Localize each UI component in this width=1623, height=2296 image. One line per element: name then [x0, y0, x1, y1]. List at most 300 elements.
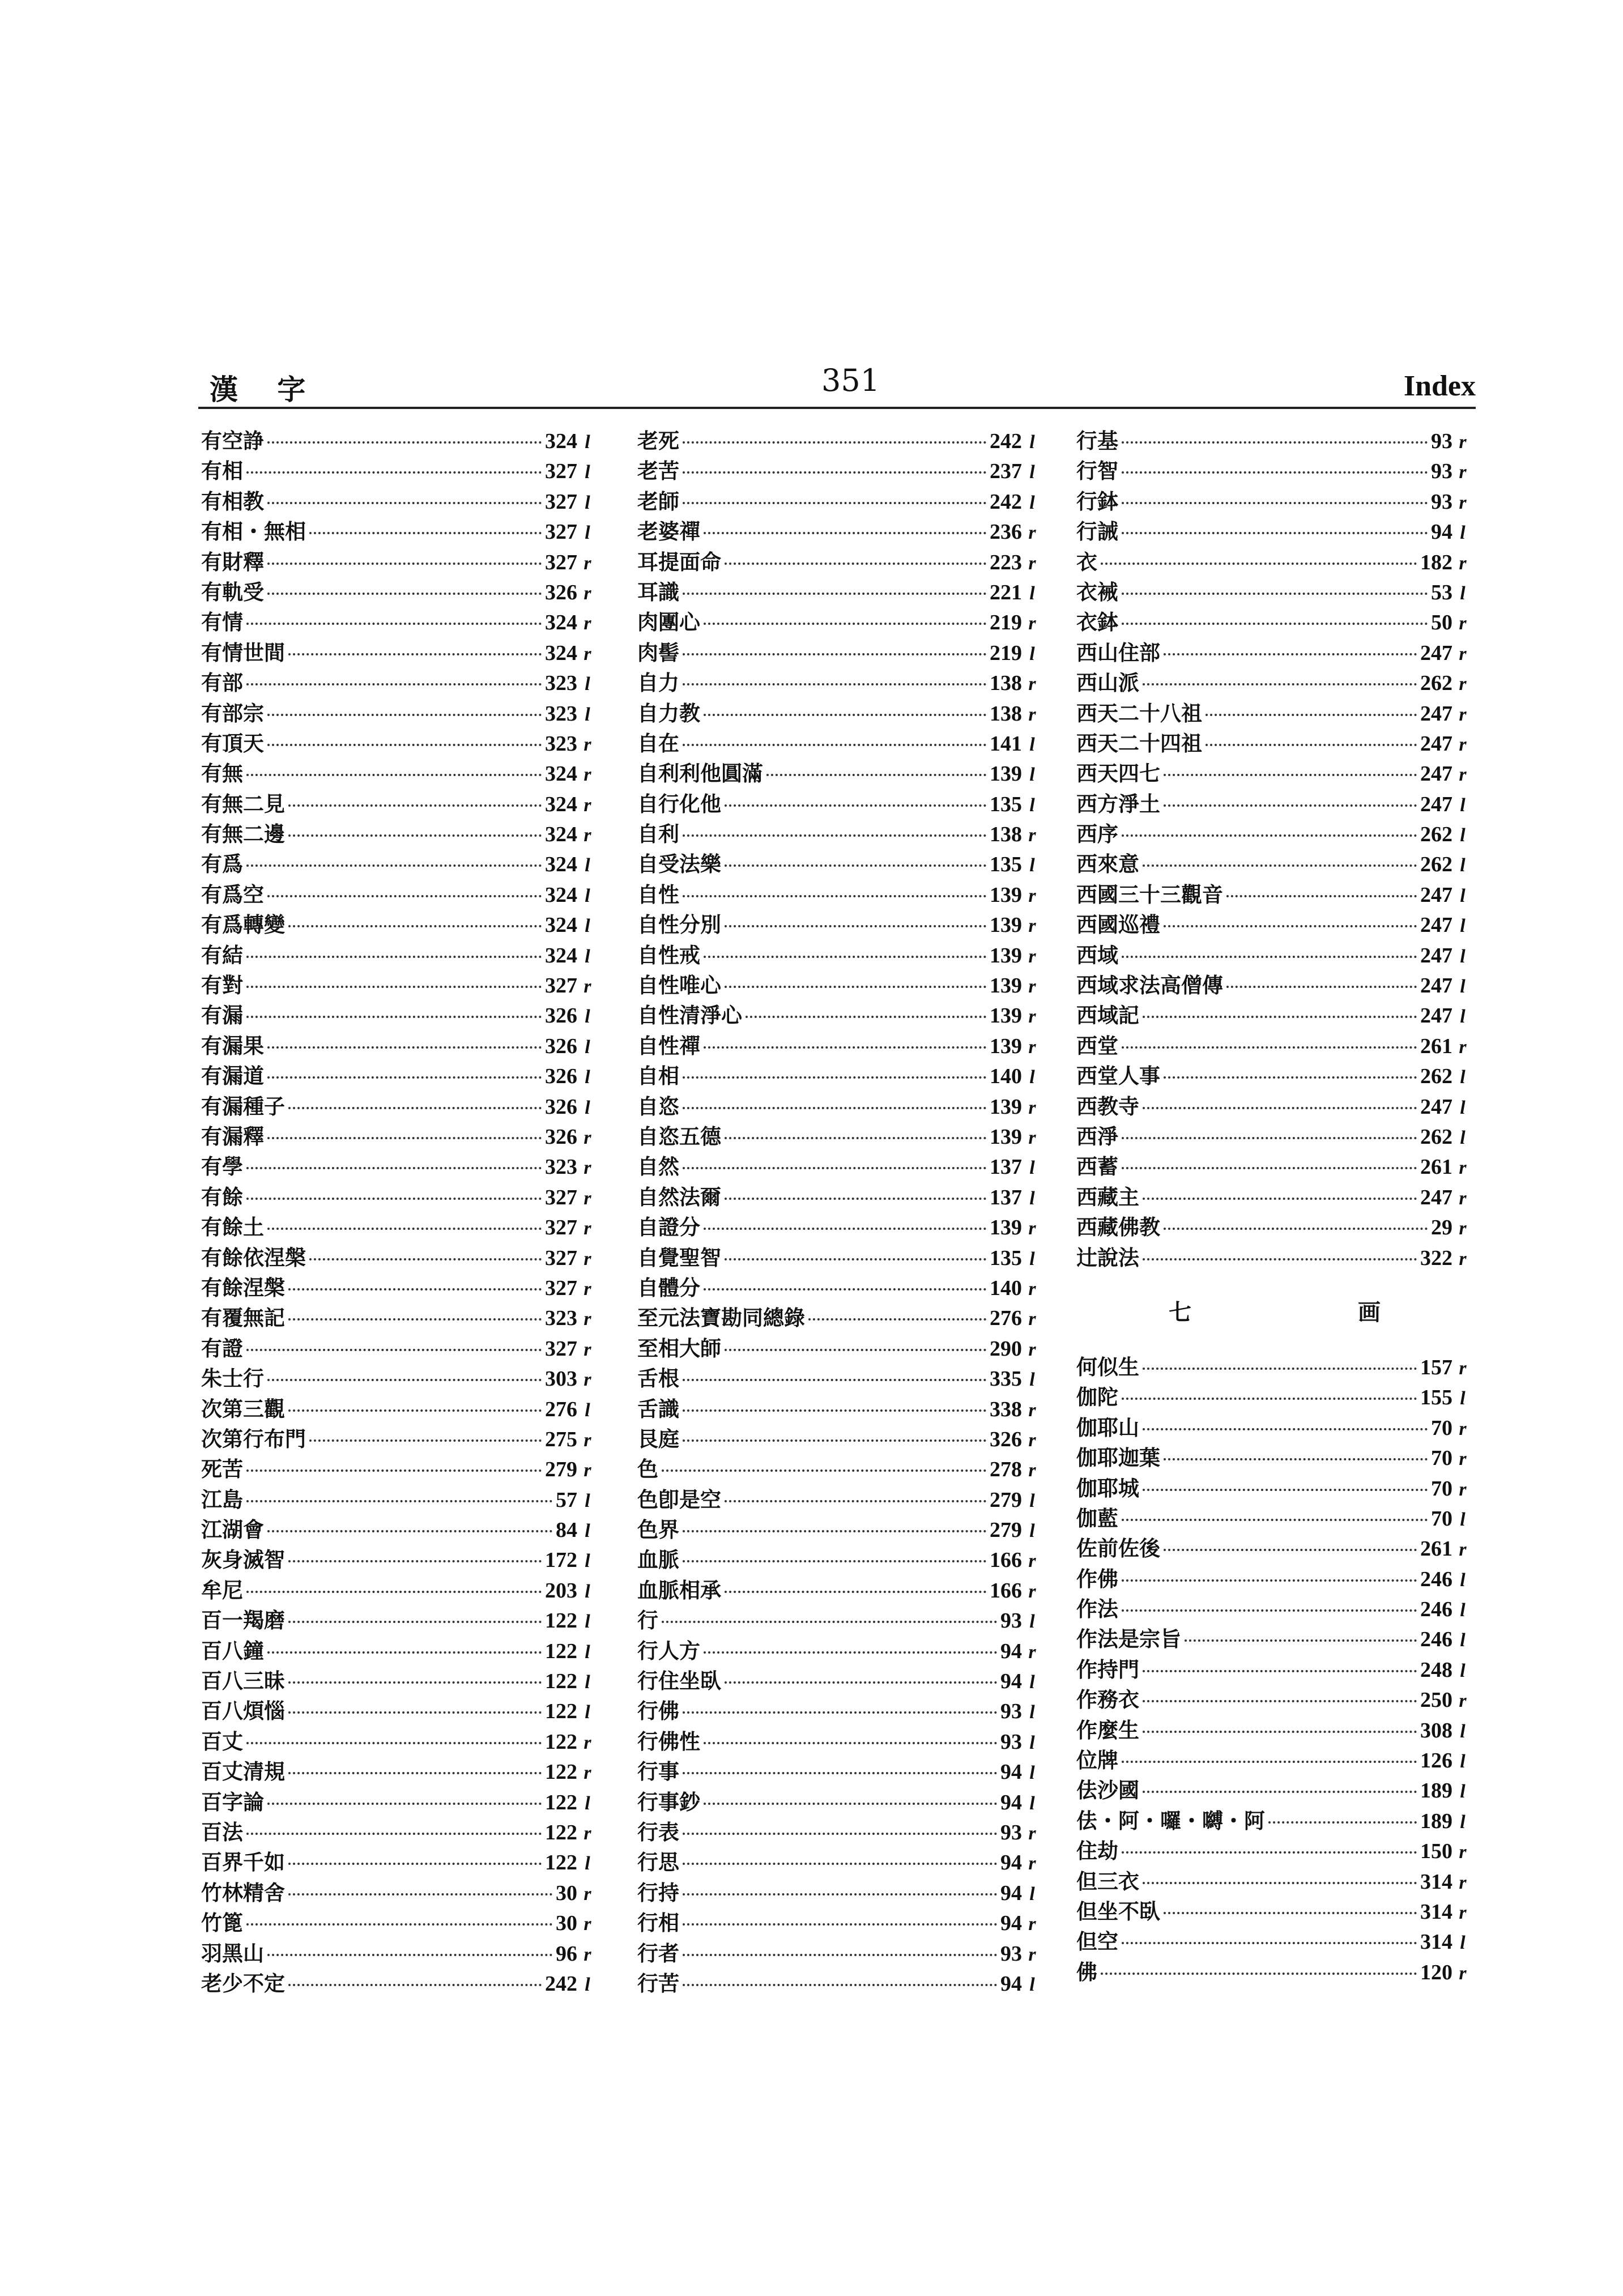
dot-leader — [683, 441, 986, 444]
index-entry — [637, 729, 1042, 759]
index-entry — [1076, 1503, 1473, 1533]
entry-page-number: 247 — [1420, 792, 1452, 816]
entry-page-number: 327 — [545, 459, 577, 484]
entry-page-number: 275 — [545, 1427, 577, 1451]
dot-leader — [704, 532, 986, 534]
entry-position-marker: r — [1028, 522, 1036, 544]
entry-term: 死苦 — [201, 1457, 243, 1482]
entry-term: 有無二見 — [201, 791, 285, 816]
entry-position-marker: r — [1028, 976, 1036, 998]
entry-page-number: 324 — [545, 943, 577, 968]
dot-leader — [1101, 563, 1417, 565]
entry-position-marker: l — [1029, 1157, 1035, 1179]
dot-leader — [1143, 1700, 1417, 1702]
dot-leader — [246, 956, 542, 958]
entry-term: 有財釋 — [201, 549, 264, 574]
index-entry — [637, 547, 1042, 577]
entry-position-marker: r — [1459, 1902, 1467, 1923]
entry-term: 作法是宗旨 — [1076, 1627, 1181, 1652]
dot-leader — [725, 864, 986, 867]
entry-page-number: 237 — [990, 459, 1022, 484]
entry-position-marker: l — [1460, 1781, 1466, 1803]
entry-page-number: 122 — [545, 1609, 577, 1633]
entry-position-marker: r — [583, 976, 591, 998]
index-column-1 — [201, 426, 598, 1999]
index-entry — [201, 1908, 598, 1938]
entry-term: 百法 — [201, 1820, 243, 1845]
entry-page-number: 30 — [556, 1911, 577, 1936]
index-column-3 — [1076, 426, 1473, 1987]
index-entry — [201, 1485, 598, 1515]
dot-leader — [683, 1409, 986, 1412]
entry-position-marker: l — [585, 1006, 590, 1028]
entry-term: 耳提面命 — [637, 549, 721, 574]
entry-term: 自性 — [637, 882, 679, 907]
dot-leader — [267, 563, 542, 565]
entry-page-number: 262 — [1420, 1124, 1452, 1149]
index-entry — [1076, 759, 1473, 789]
entry-position-marker: l — [585, 1974, 590, 1995]
dot-leader — [246, 471, 542, 474]
index-entry — [637, 1424, 1042, 1454]
entry-page-number: 122 — [545, 1730, 577, 1754]
index-entry — [637, 1303, 1042, 1333]
entry-term: 西方淨土 — [1076, 791, 1160, 816]
entry-position-marker: r — [583, 1339, 591, 1360]
entry-page-number: 247 — [1420, 1185, 1452, 1209]
entry-page-number: 122 — [545, 1760, 577, 1784]
entry-term: 作佛 — [1076, 1566, 1118, 1591]
entry-page-number: 278 — [990, 1458, 1022, 1482]
entry-term: 次第三觀 — [201, 1396, 285, 1421]
entry-position-marker: r — [583, 1883, 591, 1905]
entry-page-number: 155 — [1420, 1386, 1452, 1410]
entry-page-number: 93 — [1000, 1699, 1022, 1724]
entry-term: 西來意 — [1076, 852, 1139, 877]
index-entry — [637, 880, 1042, 910]
entry-page-number: 327 — [545, 1246, 577, 1270]
dot-leader — [288, 1107, 542, 1109]
dot-leader — [1122, 1137, 1417, 1139]
index-entry — [637, 1273, 1042, 1303]
index-entry — [201, 1122, 598, 1152]
dot-leader — [246, 986, 542, 988]
entry-page-number: 279 — [545, 1458, 577, 1482]
entry-term: 自受法樂 — [637, 852, 721, 877]
entry-position-marker: r — [1459, 764, 1467, 786]
index-entry — [201, 1969, 598, 1999]
entry-page-number: 139 — [990, 1004, 1022, 1028]
entry-page-number: 324 — [545, 913, 577, 938]
entry-term: 伽耶迦葉 — [1076, 1446, 1160, 1471]
index-entry — [1076, 517, 1473, 547]
entry-term: 自性唯心 — [637, 973, 721, 998]
entry-position-marker: r — [1459, 552, 1467, 574]
entry-position-marker: r — [583, 825, 591, 846]
entry-position-marker: r — [1028, 1036, 1036, 1058]
entry-page-number: 279 — [990, 1488, 1022, 1512]
index-entry — [201, 1000, 598, 1030]
index-entry — [1076, 880, 1473, 910]
entry-page-number: 70 — [1431, 1446, 1452, 1471]
entry-page-number: 324 — [545, 429, 577, 453]
entry-page-number: 323 — [545, 671, 577, 696]
entry-page-number: 138 — [990, 823, 1022, 847]
index-entry — [201, 1575, 598, 1605]
entry-position-marker: r — [1028, 915, 1036, 937]
index-entry — [1076, 607, 1473, 637]
entry-term: 自力 — [637, 671, 679, 696]
entry-position-marker: r — [1028, 1006, 1036, 1028]
entry-term: 自恣五德 — [637, 1124, 721, 1149]
dot-leader — [267, 895, 542, 897]
dot-leader — [704, 1046, 986, 1049]
entry-term: 老苦 — [637, 459, 679, 484]
entry-position-marker: l — [585, 522, 590, 544]
dot-leader — [725, 925, 986, 927]
entry-position-marker: r — [1459, 1539, 1467, 1561]
index-entry — [1076, 547, 1473, 577]
entry-term: 西淨 — [1076, 1124, 1118, 1149]
entry-position-marker: r — [1028, 1581, 1036, 1602]
entry-position-marker: l — [585, 674, 590, 695]
entry-position-marker: r — [1028, 1550, 1036, 1572]
entry-page-number: 262 — [1420, 823, 1452, 847]
dot-leader — [1164, 804, 1417, 807]
entry-position-marker: l — [1460, 582, 1466, 604]
dot-leader — [683, 1439, 986, 1442]
dot-leader — [1143, 1882, 1417, 1884]
entry-position-marker: r — [1028, 1278, 1036, 1300]
index-entry — [637, 1364, 1042, 1394]
index-entry — [201, 819, 598, 849]
entry-page-number: 138 — [990, 701, 1022, 726]
entry-term: 羽黑山 — [201, 1941, 264, 1966]
entry-term: 伽耶城 — [1076, 1476, 1139, 1501]
entry-position-marker: l — [585, 1611, 590, 1633]
dot-leader — [1122, 1398, 1417, 1400]
index-entry — [1076, 849, 1473, 879]
entry-term: 有情 — [201, 610, 243, 635]
dot-leader — [267, 1651, 542, 1654]
entry-page-number: 250 — [1420, 1688, 1452, 1713]
entry-term: 江湖會 — [201, 1518, 264, 1543]
entry-term: 牟尼 — [201, 1578, 243, 1603]
dot-leader — [683, 653, 986, 655]
entry-page-number: 122 — [545, 1820, 577, 1845]
page-header — [198, 357, 1476, 411]
entry-position-marker: l — [585, 1581, 590, 1602]
index-entry — [1076, 1836, 1473, 1866]
entry-term: 作務衣 — [1076, 1688, 1139, 1713]
entry-page-number: 327 — [545, 1185, 577, 1209]
entry-term: 血脈相承 — [637, 1578, 721, 1603]
entry-term: 作持門 — [1076, 1657, 1139, 1682]
entry-term: 自性禪 — [637, 1033, 700, 1058]
index-entry — [637, 1182, 1042, 1212]
entry-position-marker: l — [1460, 1932, 1466, 1954]
dot-leader — [246, 1591, 542, 1593]
entry-term: 色卽是空 — [637, 1487, 721, 1512]
entry-term: 西域 — [1076, 943, 1118, 968]
index-entry — [201, 1092, 598, 1122]
entry-page-number: 247 — [1420, 943, 1452, 968]
dot-leader — [288, 1621, 542, 1623]
dot-leader — [246, 623, 542, 625]
dot-leader — [1122, 1851, 1417, 1854]
entry-page-number: 248 — [1420, 1658, 1452, 1682]
dot-leader — [704, 714, 986, 716]
dot-leader — [246, 1500, 552, 1502]
index-entry — [637, 1243, 1042, 1273]
index-entry — [201, 1696, 598, 1726]
entry-term: 有情世間 — [201, 640, 285, 665]
entry-term: 西天四七 — [1076, 761, 1160, 786]
entry-term: 江島 — [201, 1487, 243, 1512]
entry-page-number: 247 — [1420, 641, 1452, 665]
entry-page-number: 247 — [1420, 701, 1452, 726]
dot-leader — [1122, 1046, 1417, 1049]
entry-page-number: 326 — [545, 1004, 577, 1028]
index-entry — [201, 668, 598, 698]
dot-leader — [267, 1076, 542, 1079]
entry-position-marker: l — [1460, 945, 1466, 967]
entry-page-number: 140 — [990, 1064, 1022, 1089]
index-entry — [201, 547, 598, 577]
dot-leader — [808, 1318, 986, 1320]
index-entry — [637, 698, 1042, 729]
entry-term: 老少不定 — [201, 1971, 285, 1996]
index-entry — [1076, 1031, 1473, 1061]
entry-page-number: 139 — [990, 974, 1022, 998]
index-entry — [201, 1757, 598, 1787]
entry-position-marker: l — [1029, 1611, 1035, 1633]
entry-term: 百字論 — [201, 1790, 264, 1814]
entry-page-number: 70 — [1431, 1506, 1452, 1531]
entry-position-marker: r — [1028, 1944, 1036, 1965]
entry-page-number: 303 — [545, 1367, 577, 1391]
entry-page-number: 323 — [545, 1155, 577, 1179]
entry-page-number: 335 — [990, 1367, 1022, 1391]
index-entry — [201, 1031, 598, 1061]
index-entry — [637, 1605, 1042, 1635]
entry-position-marker: r — [583, 1732, 591, 1753]
index-entry — [637, 940, 1042, 970]
dot-leader — [746, 1016, 986, 1018]
entry-page-number: 122 — [545, 1669, 577, 1694]
entry-page-number: 93 — [1000, 1941, 1022, 1966]
entry-position-marker: l — [1460, 1509, 1466, 1530]
entry-page-number: 324 — [545, 883, 577, 907]
entry-page-number: 30 — [556, 1881, 577, 1905]
dot-leader — [267, 1954, 552, 1956]
entry-position-marker: r — [1459, 462, 1467, 483]
entry-term: 有對 — [201, 973, 243, 998]
dot-leader — [267, 1530, 552, 1532]
dot-leader — [267, 714, 542, 716]
entry-position-marker: l — [1460, 825, 1466, 846]
entry-page-number: 96 — [556, 1941, 577, 1966]
index-entry — [637, 759, 1042, 789]
entry-position-marker: l — [1029, 1187, 1035, 1209]
index-entry — [201, 1334, 598, 1364]
index-entry — [201, 1303, 598, 1333]
index-entry — [201, 729, 598, 759]
header-page-number: 351 — [821, 363, 880, 398]
entry-term: 西域記 — [1076, 1003, 1139, 1028]
entry-position-marker: l — [1029, 1883, 1035, 1905]
entry-page-number: 261 — [1420, 1537, 1452, 1561]
index-entry — [637, 1878, 1042, 1908]
entry-position-marker: l — [585, 1853, 590, 1875]
index-entry — [201, 910, 598, 940]
dot-leader — [1143, 1258, 1417, 1260]
index-entry — [637, 517, 1042, 547]
entry-page-number: 279 — [990, 1518, 1022, 1543]
dot-leader — [288, 1711, 542, 1714]
dot-leader — [1122, 1942, 1417, 1944]
dot-leader — [267, 441, 542, 444]
dot-leader — [288, 1681, 542, 1684]
index-entry — [1076, 1352, 1473, 1382]
entry-term: 西教寺 — [1076, 1094, 1139, 1119]
entry-position-marker: l — [1460, 1600, 1466, 1621]
entry-page-number: 157 — [1420, 1355, 1452, 1379]
entry-position-marker: r — [1028, 945, 1036, 967]
index-entry — [1076, 1715, 1473, 1745]
entry-position-marker: r — [583, 1248, 591, 1270]
entry-page-number: 326 — [545, 1124, 577, 1149]
entry-position-marker: l — [1460, 1097, 1466, 1118]
entry-position-marker: l — [1460, 855, 1466, 876]
dot-leader — [725, 1198, 986, 1200]
entry-page-number: 246 — [1420, 1567, 1452, 1591]
entry-page-number: 326 — [545, 1094, 577, 1119]
dot-leader — [1143, 1489, 1428, 1491]
entry-position-marker: r — [1028, 704, 1036, 725]
entry-page-number: 327 — [545, 1276, 577, 1300]
dot-leader — [683, 895, 986, 897]
entry-page-number: 247 — [1420, 913, 1452, 938]
entry-page-number: 122 — [545, 1639, 577, 1663]
entry-page-number: 94 — [1000, 1760, 1022, 1784]
entry-page-number: 247 — [1420, 1004, 1452, 1028]
entry-term: 自體分 — [637, 1275, 700, 1300]
dot-leader — [309, 532, 542, 534]
entry-page-number: 120 — [1420, 1960, 1452, 1984]
entry-term: 自性戒 — [637, 943, 700, 968]
dot-leader — [288, 834, 542, 837]
entry-term: 有軌受 — [201, 580, 264, 604]
entry-page-number: 324 — [545, 641, 577, 665]
entry-term: 有餘涅槃 — [201, 1275, 285, 1300]
index-entry — [637, 1696, 1042, 1726]
entry-term: 自相 — [637, 1064, 679, 1089]
entry-page-number: 139 — [990, 1124, 1022, 1149]
index-entry — [201, 1061, 598, 1091]
entry-term: 行表 — [637, 1820, 679, 1845]
dot-leader — [1122, 1167, 1417, 1169]
index-entry — [637, 1757, 1042, 1787]
dot-leader — [1143, 864, 1417, 867]
index-entry — [1076, 1957, 1473, 1987]
index-entry — [201, 638, 598, 668]
entry-position-marker: l — [1460, 915, 1466, 937]
index-entry — [201, 1545, 598, 1575]
entry-term: 舌識 — [637, 1396, 679, 1421]
dot-leader — [246, 1923, 552, 1926]
dot-leader — [1268, 1821, 1417, 1824]
dot-leader — [1122, 532, 1428, 534]
entry-page-number: 247 — [1420, 762, 1452, 786]
index-entry — [1076, 487, 1473, 517]
entry-term: 自利利他圓滿 — [637, 761, 763, 786]
dot-leader — [704, 1742, 997, 1744]
entry-position-marker: r — [1459, 1479, 1467, 1500]
dot-leader — [288, 804, 542, 807]
entry-page-number: 189 — [1420, 1779, 1452, 1803]
dot-leader — [1122, 623, 1428, 625]
index-entry — [201, 1605, 598, 1635]
entry-term: 西蓄 — [1076, 1155, 1118, 1179]
entry-page-number: 126 — [1420, 1749, 1452, 1773]
entry-page-number: 94 — [1000, 1669, 1022, 1694]
entry-term: 但坐不臥 — [1076, 1899, 1160, 1924]
entry-position-marker: l — [1029, 1974, 1035, 1995]
entry-term: 何似生 — [1076, 1354, 1139, 1379]
entry-term: 行誡 — [1076, 519, 1118, 544]
entry-position-marker: r — [1028, 1399, 1036, 1421]
entry-term: 竹林精舍 — [201, 1880, 285, 1905]
entry-term: 作麼生 — [1076, 1718, 1139, 1743]
entry-term: 有結 — [201, 943, 243, 968]
index-entry — [1076, 1564, 1473, 1594]
entry-term: 百八鐘 — [201, 1638, 264, 1663]
index-entry — [201, 759, 598, 789]
header-right-title: Index — [1403, 370, 1476, 402]
entry-page-number: 326 — [990, 1427, 1022, 1451]
entry-term: 作法 — [1076, 1597, 1118, 1622]
index-entry — [637, 1847, 1042, 1877]
dot-leader — [683, 1984, 997, 1986]
dot-leader — [683, 1711, 997, 1714]
entry-page-number: 314 — [1420, 1930, 1452, 1954]
entry-page-number: 247 — [1420, 883, 1452, 907]
entry-position-marker: r — [583, 1944, 591, 1965]
dot-leader — [288, 1560, 542, 1562]
entry-page-number: 290 — [990, 1336, 1022, 1361]
entry-position-marker: r — [583, 1218, 591, 1239]
dot-leader — [662, 1469, 986, 1472]
index-entry — [1076, 698, 1473, 729]
entry-page-number: 140 — [990, 1276, 1022, 1300]
entry-position-marker: r — [1459, 1357, 1467, 1379]
dot-leader — [1164, 1228, 1428, 1230]
entry-term: 行住坐臥 — [637, 1669, 721, 1694]
dot-leader — [683, 593, 986, 595]
dot-leader — [683, 1076, 986, 1079]
entry-position-marker: r — [1028, 1460, 1036, 1481]
entry-position-marker: r — [1028, 1127, 1036, 1148]
entry-position-marker: r — [583, 1460, 591, 1481]
entry-term: 行相 — [637, 1911, 679, 1936]
index-entry — [637, 1092, 1042, 1122]
entry-page-number: 94 — [1000, 1790, 1022, 1814]
entry-position-marker: r — [583, 1914, 591, 1935]
index-entry — [637, 668, 1042, 698]
dot-leader — [683, 1863, 997, 1865]
index-entry — [1076, 1092, 1473, 1122]
